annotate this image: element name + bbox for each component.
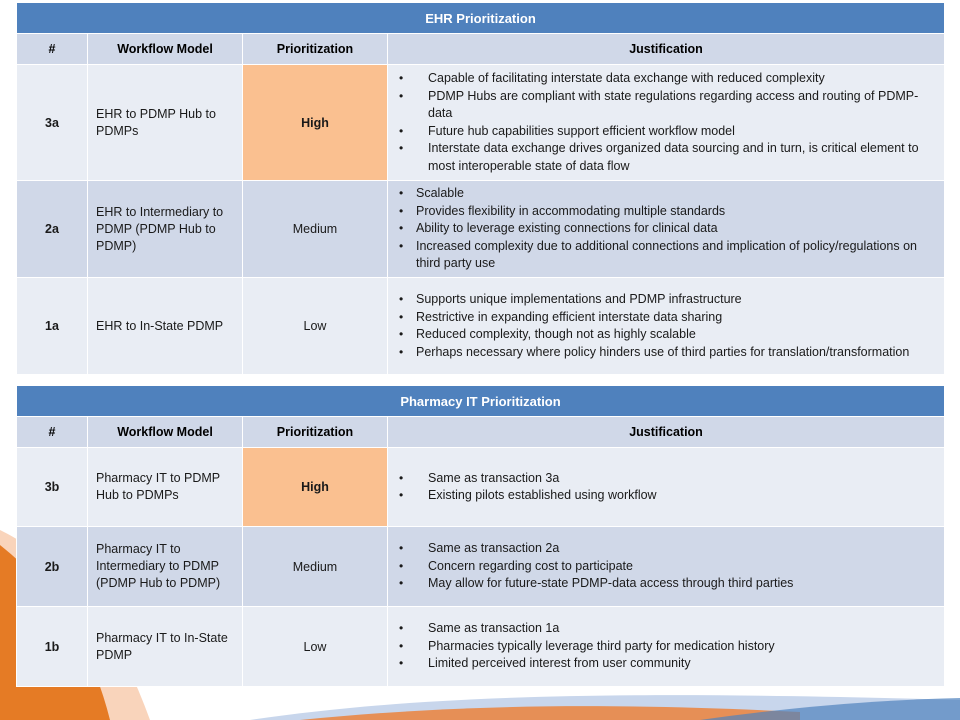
column-header-justification: Justification <box>388 417 945 448</box>
workflow-model: Pharmacy IT to Intermediary to PDMP (PDMP Hub to PDMP) <box>88 527 243 607</box>
justification-item: • Ability to leverage existing connections for clinical data <box>416 220 936 238</box>
priority-low: Low <box>243 278 388 375</box>
justification-item: • Existing pilots established using workflow <box>428 487 936 505</box>
workflow-model: EHR to In-State PDMP <box>88 278 243 375</box>
justification-item: • Same as transaction 2a <box>428 540 936 558</box>
column-header-workflow-model: Workflow Model <box>88 417 243 448</box>
justification-item: • Capable of facilitating interstate data exchange with reduced complexity <box>428 70 936 88</box>
row-id: 3a <box>17 65 88 181</box>
justification-item: • Pharmacies typically leverage third party for medication history <box>428 638 936 656</box>
table-row <box>17 527 945 607</box>
ehr-prioritization-table <box>16 2 945 375</box>
row-id: 1b <box>17 607 88 687</box>
column-header-number: # <box>17 34 88 65</box>
justification-item: • Reduced complexity, though not as highly scalable <box>416 326 936 344</box>
justification-cell <box>388 448 945 527</box>
workflow-model: EHR to PDMP Hub to PDMPs <box>88 65 243 181</box>
justification-item: • Scalable <box>416 185 936 203</box>
justification-item: • Same as transaction 3a <box>428 470 936 488</box>
justification-item: • Provides flexibility in accommodating multiple standards <box>416 203 936 221</box>
priority-medium: Medium <box>243 181 388 278</box>
justification-cell <box>388 527 945 607</box>
table-row <box>17 65 945 181</box>
justification-item: • PDMP Hubs are compliant with state regulations regarding access and routing of PDMP-data <box>428 88 936 123</box>
workflow-model: Pharmacy IT to PDMP Hub to PDMPs <box>88 448 243 527</box>
workflow-model: EHR to Intermediary to PDMP (PDMP Hub to PDMP) <box>88 181 243 278</box>
justification-item: • Restrictive in expanding efficient interstate data sharing <box>416 309 936 327</box>
column-header-justification: Justification <box>388 34 945 65</box>
row-id: 1a <box>17 278 88 375</box>
justification-cell <box>388 181 945 278</box>
table-row <box>17 278 945 375</box>
column-header-prioritization: Prioritization <box>243 417 388 448</box>
justification-item: • Concern regarding cost to participate <box>428 558 936 576</box>
justification-item: • Same as transaction 1a <box>428 620 936 638</box>
justification-cell <box>388 278 945 375</box>
row-id: 3b <box>17 448 88 527</box>
row-id: 2b <box>17 527 88 607</box>
priority-high: High <box>243 65 388 181</box>
justification-item: • Interstate data exchange drives organized data sourcing and in turn, is critical element to most interoperable state of data flow <box>428 140 936 175</box>
priority-low: Low <box>243 607 388 687</box>
justification-cell <box>388 65 945 181</box>
justification-item: • Perhaps necessary where policy hinders use of third parties for translation/transformation <box>416 344 936 362</box>
justification-item: • Future hub capabilities support efficient workflow model <box>428 123 936 141</box>
justification-item: • Increased complexity due to additional connections and implication of policy/regulations on third party use <box>416 238 936 273</box>
column-header-workflow-model: Workflow Model <box>88 34 243 65</box>
justification-item: • Supports unique implementations and PDMP infrastructure <box>416 291 936 309</box>
workflow-model: Pharmacy IT to In-State PDMP <box>88 607 243 687</box>
table-row <box>17 607 945 687</box>
justification-item: • Limited perceived interest from user community <box>428 655 936 673</box>
priority-medium: Medium <box>243 527 388 607</box>
column-header-number: # <box>17 417 88 448</box>
row-id: 2a <box>17 181 88 278</box>
pharmacy-table-title: Pharmacy IT Prioritization <box>17 386 945 417</box>
column-header-prioritization: Prioritization <box>243 34 388 65</box>
justification-item: • May allow for future-state PDMP-data access through third parties <box>428 575 936 593</box>
pharmacy-it-prioritization-table <box>16 385 945 687</box>
ehr-table-title: EHR Prioritization <box>17 3 945 34</box>
priority-high: High <box>243 448 388 527</box>
table-row <box>17 181 945 278</box>
table-row <box>17 448 945 527</box>
justification-cell <box>388 607 945 687</box>
